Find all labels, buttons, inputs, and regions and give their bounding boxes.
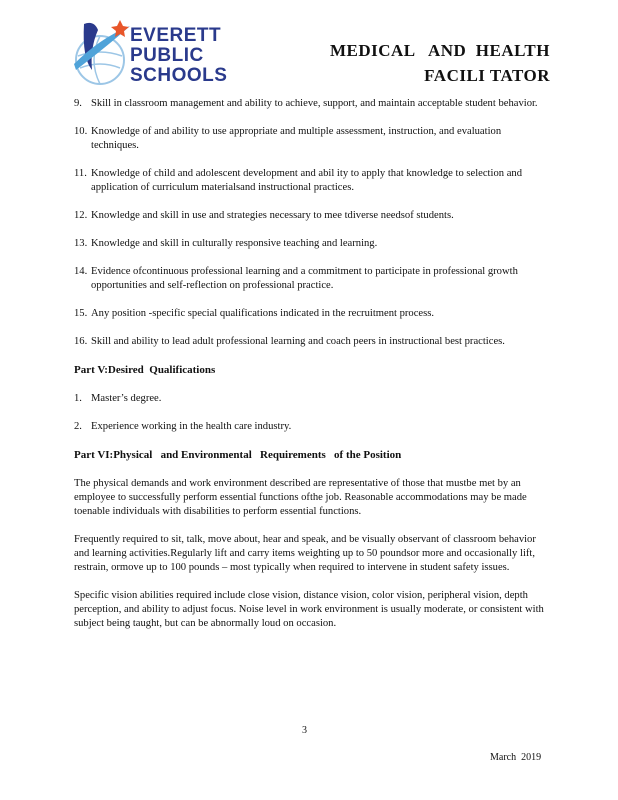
logo-line: EVERETT — [130, 25, 222, 46]
paragraph: Frequently required to sit, talk, move about, hear and speak, and be visually observant of classroom behavior and learning activities.Regularly lift and carry items weighting up to 50 poundsor more and occasionally lift, restrain, ormove up to 100 pounds – most typically when required to intervene in student safety issues. — [74, 534, 536, 573]
list-item — [74, 265, 544, 293]
item-text: Knowledge of child and adolescent development and abil ity to apply that knowledge to selection and application of curriculum materialsand instructional practices. — [91, 168, 522, 193]
item-number: 15. — [74, 308, 88, 319]
list-item — [74, 307, 544, 321]
item-number: 11. — [74, 168, 87, 179]
list-item — [74, 237, 544, 251]
part6-heading: Part VI:Physical and Environmental Requirements of the Position — [74, 449, 402, 461]
title-line-1: MEDICAL AND HEALTH — [329, 41, 550, 60]
item-text: Master’s degree. — [91, 393, 162, 404]
item-number: 14. — [74, 266, 88, 277]
page-number: 3 — [302, 725, 307, 736]
document-title — [330, 38, 550, 88]
item-number: 2. — [74, 421, 82, 432]
item-text: Knowledge and skill in culturally responsive teaching and learning. — [91, 238, 378, 249]
part5-heading: Part V:Desired Qualifications — [74, 364, 216, 376]
item-number: 16. — [74, 336, 88, 347]
item-number: 10. — [74, 126, 88, 137]
logo-wordmark — [130, 26, 227, 86]
item-text: Knowledge and skill in use and strategies necessary to mee tdiverse needsof students. — [91, 210, 454, 221]
title-line-2: FACILI TATOR — [424, 66, 550, 85]
list-item — [74, 392, 544, 406]
item-text: Knowledge of and ability to use appropriate and multiple assessment, instruction, and evaluation techniques. — [91, 126, 502, 151]
logo-line: PUBLIC — [130, 45, 204, 66]
item-text: Skill in classroom management and ability to achieve, support, and maintain acceptable student behavior. — [91, 98, 538, 109]
footer-date: March 2019 — [490, 752, 542, 763]
list-item — [74, 420, 544, 434]
item-text: Any position -specific special qualifications indicated in the recruitment process. — [91, 308, 435, 319]
list-item — [74, 209, 544, 223]
item-number: 13. — [74, 238, 88, 249]
list-item — [74, 335, 544, 349]
item-text: Evidence ofcontinuous professional learning and a commitment to participate in professional growth opportunities and self-reflection on professional practice. — [91, 266, 518, 291]
item-number: 12. — [74, 210, 88, 221]
item-text: Experience working in the health care industry. — [91, 421, 292, 432]
list-item — [74, 125, 544, 153]
item-number: 9. — [74, 98, 82, 109]
list-item — [74, 97, 544, 111]
list-item — [74, 167, 544, 195]
logo-line: SCHOOLS — [130, 65, 228, 86]
item-text: Skill and ability to lead adult professional learning and coach peers in instructional best practices. — [91, 336, 505, 347]
paragraph: Specific vision abilities required include close vision, distance vision, color vision, peripheral vision, depth perception, and ability to adjust focus. Noise level in work environment is usually moderate, or consistent with subject being taught, but can be abnormally loud on occasion. — [74, 590, 544, 629]
globe-runner-icon — [70, 18, 132, 90]
item-number: 1. — [74, 393, 82, 404]
document-body — [74, 97, 544, 645]
district-logo — [70, 18, 240, 90]
paragraph: The physical demands and work environment described are representative of those that mustbe met by an employee to successfully perform essential functions ofthe job. Reasonable accommodations may be made toenable individuals with disabilities to perform essential functions. — [74, 478, 527, 517]
